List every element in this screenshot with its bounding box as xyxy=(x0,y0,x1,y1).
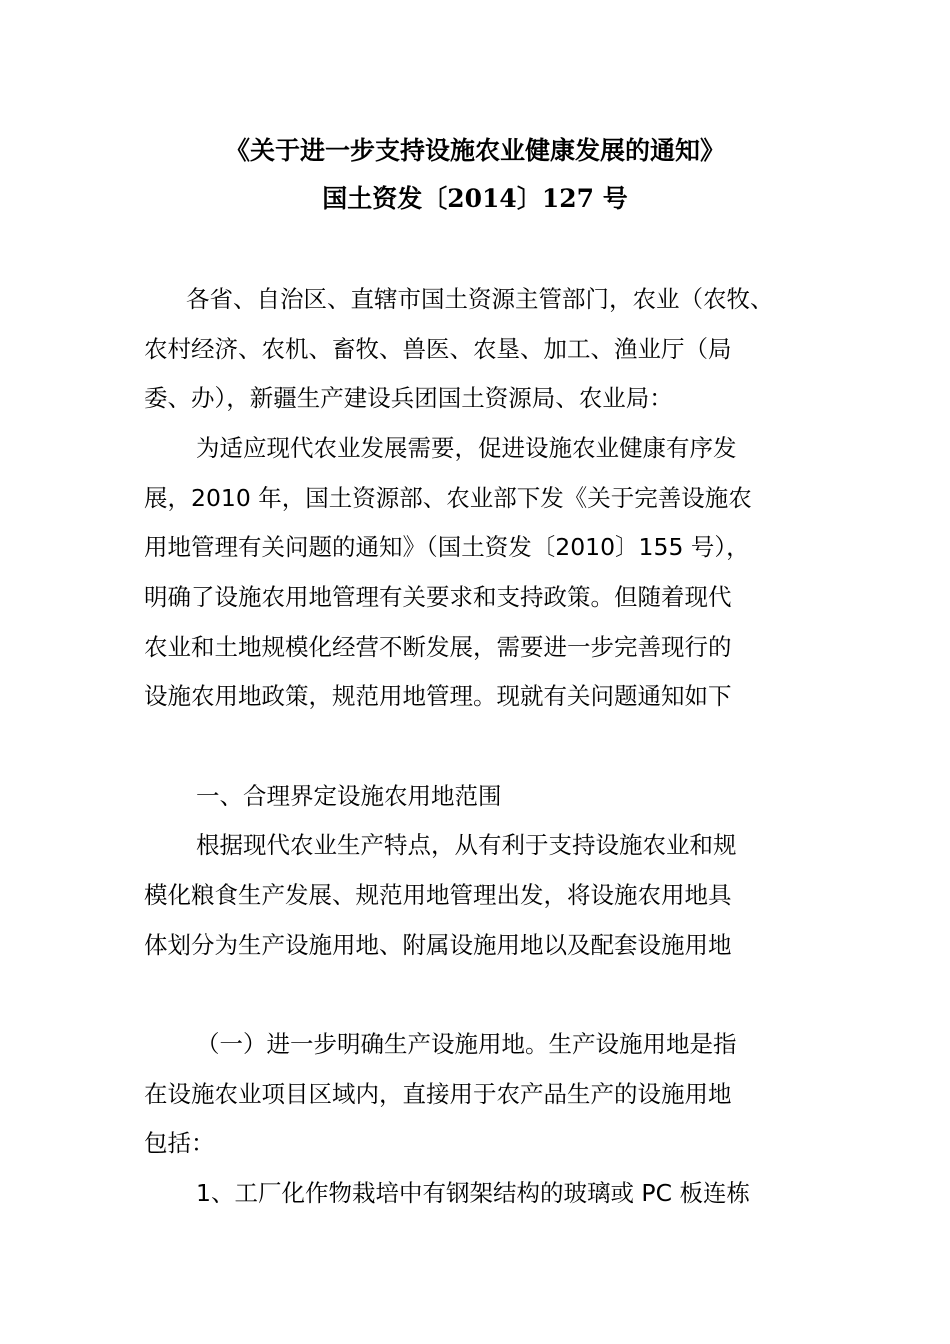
list-item-1: 1、工厂化作物栽培中有钢架结构的玻璃或 PC 板连栋 xyxy=(196,1179,750,1207)
text-line-13: 体划分为生产设施用地、附属设施用地以及配套设施用地 xyxy=(144,931,732,959)
text-line-8: 农业和土地规模化经营不断发展，需要进一步完善现行的 xyxy=(144,633,732,661)
text-line-3: 委、办），新疆生产建设兵团国土资源局、农业局： xyxy=(144,384,673,412)
text-line-1: 各省、自治区、直辖市国土资源主管部门，农业（农牧、 xyxy=(186,285,774,313)
text-line-15: 在设施农业项目区域内，直接用于农产品生产的设施用地 xyxy=(144,1080,732,1108)
text-line-9: 设施农用地政策，规范用地管理。现就有关问题通知如下 xyxy=(144,682,732,710)
text-line-12: 模化粮食生产发展、规范用地管理出发，将设施农用地具 xyxy=(144,881,732,909)
text-line-6: 用地管理有关问题的通知》（国土资发〔2010〕155 号）， xyxy=(144,533,750,561)
text-line-11: 根据现代农业生产特点，从有利于支持设施农业和规 xyxy=(196,831,737,859)
text-line-16: 包括： xyxy=(144,1129,215,1157)
document-title: 《关于进一步支持设施农业健康发展的通知》 xyxy=(224,136,725,165)
subsection-heading: （一）进一步明确生产设施用地。生产设施用地是指 xyxy=(196,1030,737,1058)
text-line-7: 明确了设施农用地管理有关要求和支持政策。但随着现代 xyxy=(144,583,732,611)
text-line-5: 展，2010 年，国土资源部、农业部下发《关于完善设施农 xyxy=(144,484,752,512)
text-line-2: 农村经济、农机、畜牧、兽医、农垦、加工、渔业厅（局 xyxy=(144,335,732,363)
document-number: 国土资发〔2014〕127 号 xyxy=(322,184,628,213)
text-line-4: 为适应现代农业发展需要，促进设施农业健康有序发 xyxy=(196,434,737,462)
section-heading: 一、合理界定设施农用地范围 xyxy=(196,782,502,810)
